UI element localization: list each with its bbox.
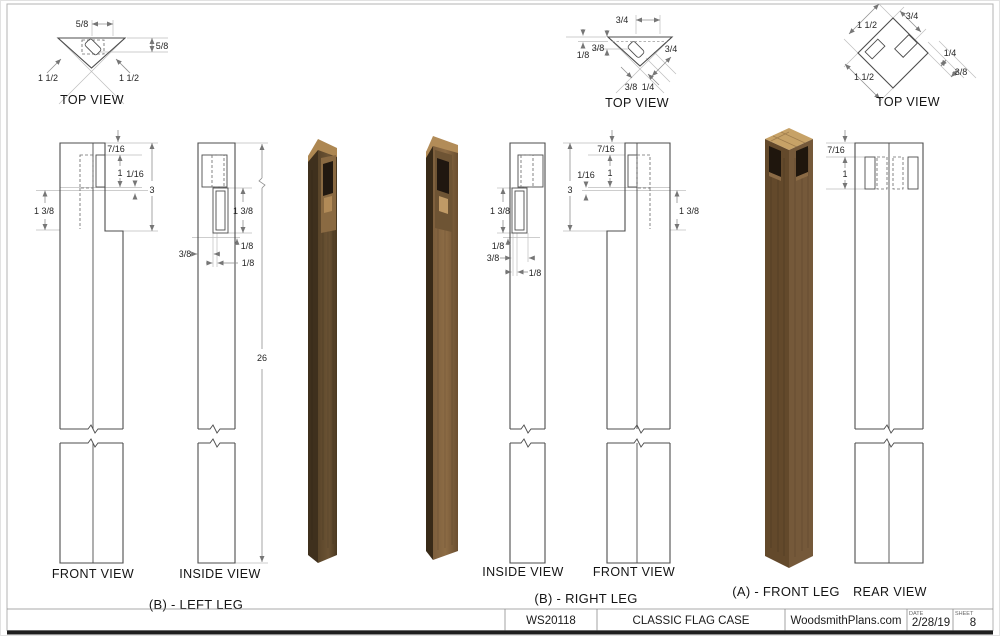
dim-label: 3/8 [486, 253, 500, 263]
dim-label: 1/4 [943, 48, 957, 58]
group-label-left-leg: (B) - LEFT LEG [148, 597, 244, 612]
dim-label: 26 [256, 353, 268, 363]
break-line [510, 439, 545, 447]
group-label-right-leg: (B) - RIGHT LEG [534, 591, 638, 606]
break-line [60, 425, 123, 433]
break-line [198, 439, 235, 447]
break-line [60, 439, 123, 447]
mortise [908, 157, 918, 189]
dim-label: 5/8 [75, 19, 89, 29]
group-label-front-leg: (A) - FRONT LEG [732, 584, 840, 599]
plan-title: CLASSIC FLAG CASE [632, 615, 750, 627]
view-title: INSIDE VIEW [179, 567, 261, 581]
sheet-number: 8 [969, 617, 977, 629]
top-view-right-leg [566, 15, 677, 110]
mortise-slot [512, 188, 527, 233]
dim-label: 1 [607, 168, 613, 178]
sheet-border [1, 1, 1000, 636]
dim-label: 1 [117, 168, 123, 178]
title-block [7, 609, 993, 635]
date-label: DATE [909, 611, 924, 617]
dim-label: 3/4 [664, 44, 678, 54]
dimensions [567, 130, 699, 231]
side-mortise [865, 39, 885, 59]
dim-label: 1/8 [491, 241, 505, 251]
dim-label: 5/8 [155, 41, 169, 51]
leg-outline-lower [198, 443, 235, 563]
hidden-mortise [877, 157, 887, 189]
dim-label: 7/16 [597, 144, 615, 154]
view-title: INSIDE VIEW [482, 565, 564, 579]
extension-lines [58, 20, 168, 104]
tenon [96, 155, 105, 187]
render-mortise-left [769, 146, 781, 177]
render-face-left [308, 148, 318, 563]
render-face-left [765, 139, 789, 568]
front-leg-rear-view [826, 130, 927, 599]
view-title: FRONT VIEW [592, 565, 676, 579]
dimensions [845, 4, 967, 99]
view-title: REAR VIEW [853, 585, 927, 599]
mortise-slot-inner [515, 191, 524, 230]
left-leg-inside-view [179, 143, 268, 581]
leg-outline-upper [60, 143, 123, 429]
view-title: TOP VIEW [876, 95, 940, 109]
dimensions [34, 130, 155, 231]
break-line [198, 425, 235, 433]
dim-label: 1/4 [641, 82, 655, 92]
render-mortise [437, 158, 449, 194]
right-leg-front-view [563, 130, 699, 579]
plan-number: WS20118 [526, 615, 576, 627]
break-line [510, 425, 545, 433]
notch [202, 155, 227, 187]
render-mortise-floor [324, 196, 332, 213]
right-leg-inside-view [482, 143, 564, 579]
leg-outline-upper [510, 143, 545, 429]
dim-label: 3 [149, 185, 155, 195]
title-block-bottom-bar [7, 631, 993, 635]
notch [518, 155, 543, 187]
front-mortise [895, 35, 918, 58]
top-view-front-leg [844, 4, 976, 109]
dim-label: 1 [842, 169, 848, 179]
render-mortise [323, 161, 333, 196]
tenon [628, 155, 637, 187]
render-face-left [426, 143, 433, 560]
leg-outline-lower [607, 443, 670, 563]
right-leg-3d-render [426, 136, 458, 560]
break-line [607, 439, 670, 447]
dimensions [38, 19, 168, 83]
dim-label: 3/8 [178, 249, 192, 259]
top-view-left-leg [38, 19, 168, 107]
render-mortise-floor [439, 196, 448, 214]
dim-label: 1/8 [576, 50, 590, 60]
dim-label: 1 3/8 [678, 206, 700, 216]
mortise-slot [213, 188, 228, 233]
view-title: FRONT VIEW [51, 567, 135, 581]
dim-label: 3/8 [591, 43, 605, 53]
leg-outline-lower [60, 443, 123, 563]
mortise [865, 157, 875, 189]
dim-label: 3/4 [615, 15, 629, 25]
hidden-tenon [521, 155, 533, 187]
dim-label: 1 1/2 [118, 73, 140, 83]
dim-label: 7/16 [107, 144, 125, 154]
dim-label: 1 3/8 [489, 206, 511, 216]
spline-mortise [627, 41, 645, 59]
dim-label: 1 3/8 [232, 206, 254, 216]
leg-outline-upper [607, 143, 670, 429]
hidden-mortise [637, 155, 650, 188]
dim-label: 1/8 [240, 241, 254, 251]
dim-label: 1 1/2 [856, 20, 878, 30]
view-title: TOP VIEW [60, 93, 124, 107]
date-value: 2/28/19 [911, 617, 951, 629]
leg-outline-lower [510, 443, 545, 563]
dim-label: 3/8 [954, 67, 968, 77]
publisher-website: WoodsmithPlans.com [790, 615, 902, 627]
dim-label: 1 1/2 [853, 72, 875, 82]
dimensions [827, 130, 847, 189]
dim-label: 1/16 [577, 170, 595, 180]
dim-label: 1 1/2 [37, 73, 59, 83]
dim-label: 1/16 [126, 169, 144, 179]
leg-section-outline [58, 38, 125, 68]
view-title: TOP VIEW [605, 96, 669, 110]
dim-label: 3 [567, 185, 573, 195]
dim-label: 3/8 [624, 82, 638, 92]
dim-label: 1/8 [528, 268, 542, 278]
hidden-tenon [212, 155, 224, 187]
sheet-label: SHEET [955, 611, 974, 617]
dim-label: 1/8 [241, 258, 255, 268]
mortise-slot-inner [216, 191, 225, 230]
render-face-right [789, 139, 813, 568]
front-leg-3d-render [765, 128, 813, 568]
break-line [607, 425, 670, 433]
dim-label: 1 3/8 [33, 206, 55, 216]
dim-break [259, 178, 265, 188]
dimensions [179, 144, 267, 562]
leg-outline-upper [198, 143, 235, 429]
render-mortise-right [796, 146, 808, 177]
hidden-mortise [80, 155, 93, 188]
dim-label: 7/16 [827, 145, 845, 155]
dim-label: 3/4 [905, 11, 919, 21]
extension-lines [497, 188, 540, 276]
left-leg-3d-render [308, 139, 337, 563]
hidden-mortise [893, 157, 903, 189]
spline-mortise [84, 38, 102, 56]
left-leg-front-view [34, 130, 158, 581]
